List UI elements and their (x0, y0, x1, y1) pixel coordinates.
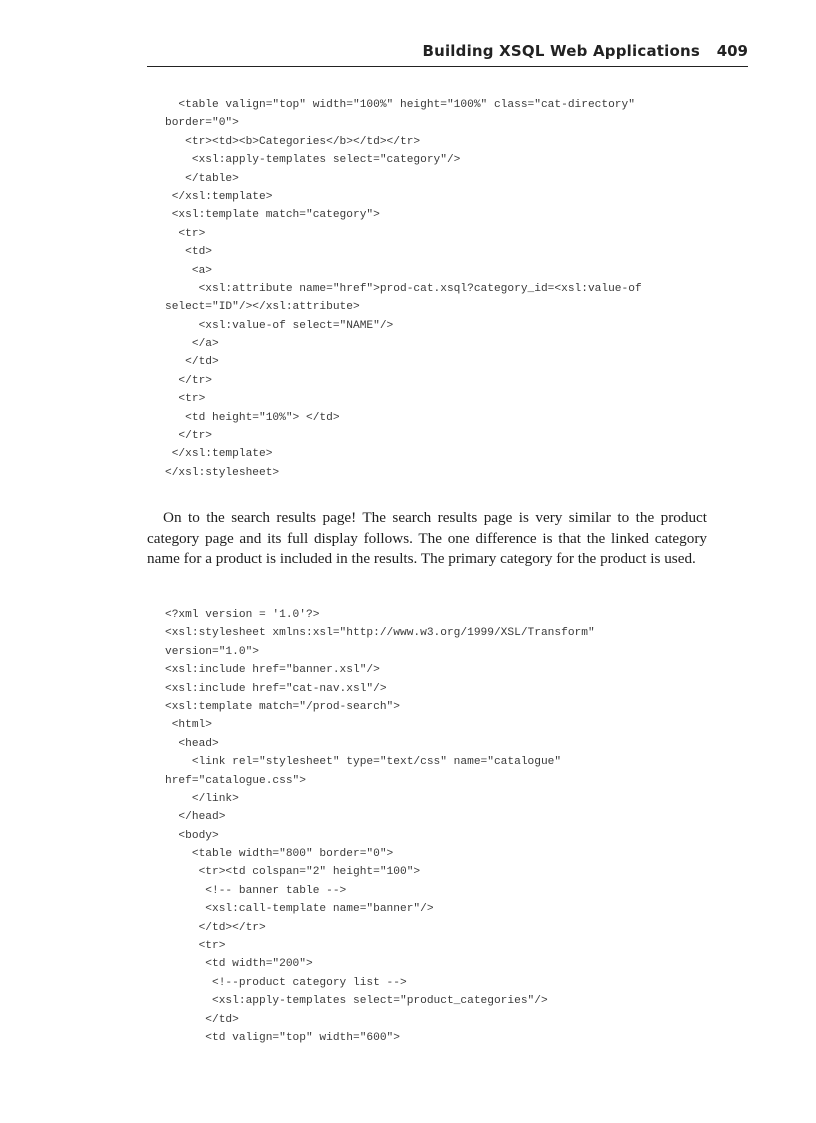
code-line: border="0"> (165, 117, 239, 130)
code-line: <table valign="top" width="100%" height="100%" class="cat-directory" (165, 99, 635, 111)
code-line: </link> (165, 792, 239, 805)
code-line: <head> (165, 737, 219, 750)
code-line: <table width="800" border="0"> (165, 848, 394, 861)
code-line: </tr> (165, 374, 212, 387)
code-line: <xsl:include href="banner.xsl"/> (165, 664, 380, 677)
code-line: <a> (165, 264, 212, 277)
code-line: </tr> (165, 430, 212, 443)
code-line: <tr> (165, 393, 206, 406)
code-line: <xsl:call-template name="banner"/> (165, 903, 434, 916)
code-line: <tr> (165, 227, 206, 240)
code-line: <xsl:template match="/prod-search"> (165, 700, 400, 713)
code-line: <xsl:attribute name="href">prod-cat.xsql?category_id=<xsl:value-of (165, 282, 642, 295)
code-line: </td> (165, 356, 219, 369)
code-line: href="catalogue.css"> (165, 774, 306, 787)
code-line: </xsl:stylesheet> (165, 466, 280, 479)
code-line: </td></tr> (165, 921, 266, 934)
code-line: <html> (165, 719, 212, 732)
code-line: <!--product category list --> (165, 976, 407, 989)
code-line: <!-- banner table --> (165, 884, 347, 897)
code-line: <xsl:stylesheet xmlns:xsl="http://www.w3.org/1999/XSL/Transform" (165, 627, 595, 640)
code-line: </a> (165, 338, 219, 351)
code-listing-stylesheet-end (165, 96, 642, 482)
code-line: </table> (165, 172, 239, 185)
code-line: select="ID"/></xsl:attribute> (165, 301, 360, 314)
code-listing-search-results (165, 606, 595, 1047)
code-line: <body> (165, 829, 219, 842)
page-number: 409 (716, 42, 748, 60)
code-line: <td valign="top" width="600"> (165, 1031, 400, 1044)
code-line: <xsl:apply-templates select="category"/> (165, 154, 461, 167)
code-line: <tr> (165, 940, 226, 953)
code-line: </xsl:template> (165, 190, 273, 203)
code-line: <xsl:include href="cat-nav.xsl"/> (165, 682, 387, 695)
running-header (147, 42, 748, 67)
code-line: </xsl:template> (165, 448, 273, 461)
code-line: <tr><td><b>Categories</b></td></tr> (165, 135, 421, 148)
code-line: <link rel="stylesheet" type="text/css" name="catalogue" (165, 756, 562, 769)
code-line: <xsl:apply-templates select="product_categories"/> (165, 995, 548, 1008)
code-line: <tr><td colspan="2" height="100"> (165, 866, 421, 879)
code-line: <td height="10%"> </td> (165, 411, 340, 424)
code-line: <xsl:template match="category"> (165, 209, 380, 222)
running-header-title: Building XSQL Web Applications (422, 42, 700, 60)
code-line: <td> (165, 246, 212, 259)
body-paragraph: On to the search results page! The search results page is very similar to the product category page and its full display follows. The one difference is that the linked category name for a product is included in the results. The primary category for the product is used. (147, 509, 707, 567)
code-line: <?xml version = '1.0'?> (165, 609, 320, 621)
code-line: <td width="200"> (165, 958, 313, 971)
code-line: </head> (165, 811, 226, 824)
code-line: </td> (165, 1013, 239, 1026)
code-line: version="1.0"> (165, 645, 259, 658)
code-line: <xsl:value-of select="NAME"/> (165, 319, 394, 332)
